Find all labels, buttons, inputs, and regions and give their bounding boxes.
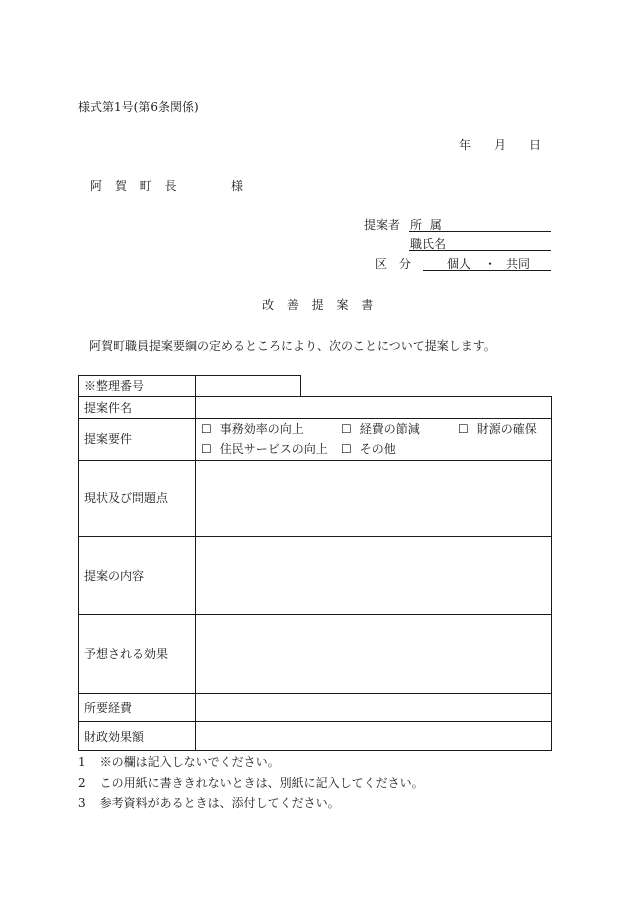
fiscal-effect-label: 財政効果額 [84, 730, 145, 744]
table-border [78, 614, 552, 615]
checkbox-icon: ☐ [341, 422, 352, 436]
status-label: 現状及び問題点 [84, 491, 169, 505]
document-title: 改 善 提 案 書 [262, 298, 374, 312]
note-item [78, 777, 424, 789]
checkbox-icon: ☐ [201, 442, 212, 456]
effect-label: 予想される効果 [84, 647, 169, 661]
note-number: 2 [78, 776, 86, 790]
note-number: 1 [78, 755, 86, 769]
name-underline [409, 250, 551, 251]
table-border [195, 375, 196, 751]
requirement-option-efficiency[interactable] [201, 423, 304, 435]
requirement-option-other[interactable] [341, 443, 396, 455]
date-month-label: 月 [494, 138, 507, 152]
note-text: この用紙に書ききれないときは、別紙に記入してください。 [99, 776, 424, 790]
category-separator: ・ [484, 257, 497, 271]
subject-label: 提案件名 [84, 401, 133, 415]
requirement-option-cost-reduction[interactable] [341, 423, 420, 435]
note-text: ※の欄は記入しないでください。 [99, 755, 280, 769]
table-border [78, 721, 552, 722]
checkbox-icon: ☐ [341, 442, 352, 456]
affiliation-underline [409, 231, 551, 232]
table-border [78, 536, 552, 537]
category-label: 区 分 [375, 257, 411, 271]
note-text: 参考資料があるときは、添付してください。 [99, 796, 340, 810]
requirement-label: 経費の節減 [359, 422, 420, 436]
table-border [78, 375, 300, 376]
serial-number-label: ※整理番号 [84, 379, 145, 393]
category-joint[interactable]: 共同 [506, 257, 531, 271]
category-individual[interactable]: 個人 [447, 257, 472, 271]
note-item [78, 756, 280, 768]
note-item [78, 797, 340, 809]
table-border [78, 418, 552, 419]
requirement-label: 事務効率の向上 [219, 422, 304, 436]
cost-label: 所要経費 [84, 701, 133, 715]
content-label: 提案の内容 [84, 569, 145, 583]
table-border [78, 460, 552, 461]
table-border [78, 396, 552, 397]
requirement-label: 財源の確保 [476, 422, 537, 436]
table-border [78, 375, 79, 751]
affiliation-label: 所 属 [410, 218, 442, 232]
requirements-label: 提案要件 [84, 432, 133, 446]
date-year-label: 年 [459, 138, 472, 152]
table-border [300, 375, 301, 397]
proposer-label: 提案者 [364, 218, 401, 232]
checkbox-icon: ☐ [458, 422, 469, 436]
checkbox-icon: ☐ [201, 422, 212, 436]
intro-text: 阿賀町職員提案要綱の定めるところにより、次のことについて提案します。 [89, 339, 496, 353]
form-id: 様式第1号(第6条関係) [78, 100, 199, 114]
table-border [78, 750, 552, 751]
addressee: 阿 賀 町 長 [90, 179, 177, 193]
category-underline [423, 270, 551, 271]
date-day-label: 日 [529, 138, 542, 152]
requirement-label: 住民サービスの向上 [219, 442, 328, 456]
requirement-option-revenue[interactable] [458, 423, 537, 435]
addressee-honorific: 様 [231, 179, 244, 193]
table-border [551, 396, 552, 751]
requirement-label: その他 [359, 442, 396, 456]
note-number: 3 [78, 796, 86, 810]
table-border [78, 693, 552, 694]
name-label: 職氏名 [410, 237, 447, 251]
requirement-option-resident-service[interactable] [201, 443, 328, 455]
